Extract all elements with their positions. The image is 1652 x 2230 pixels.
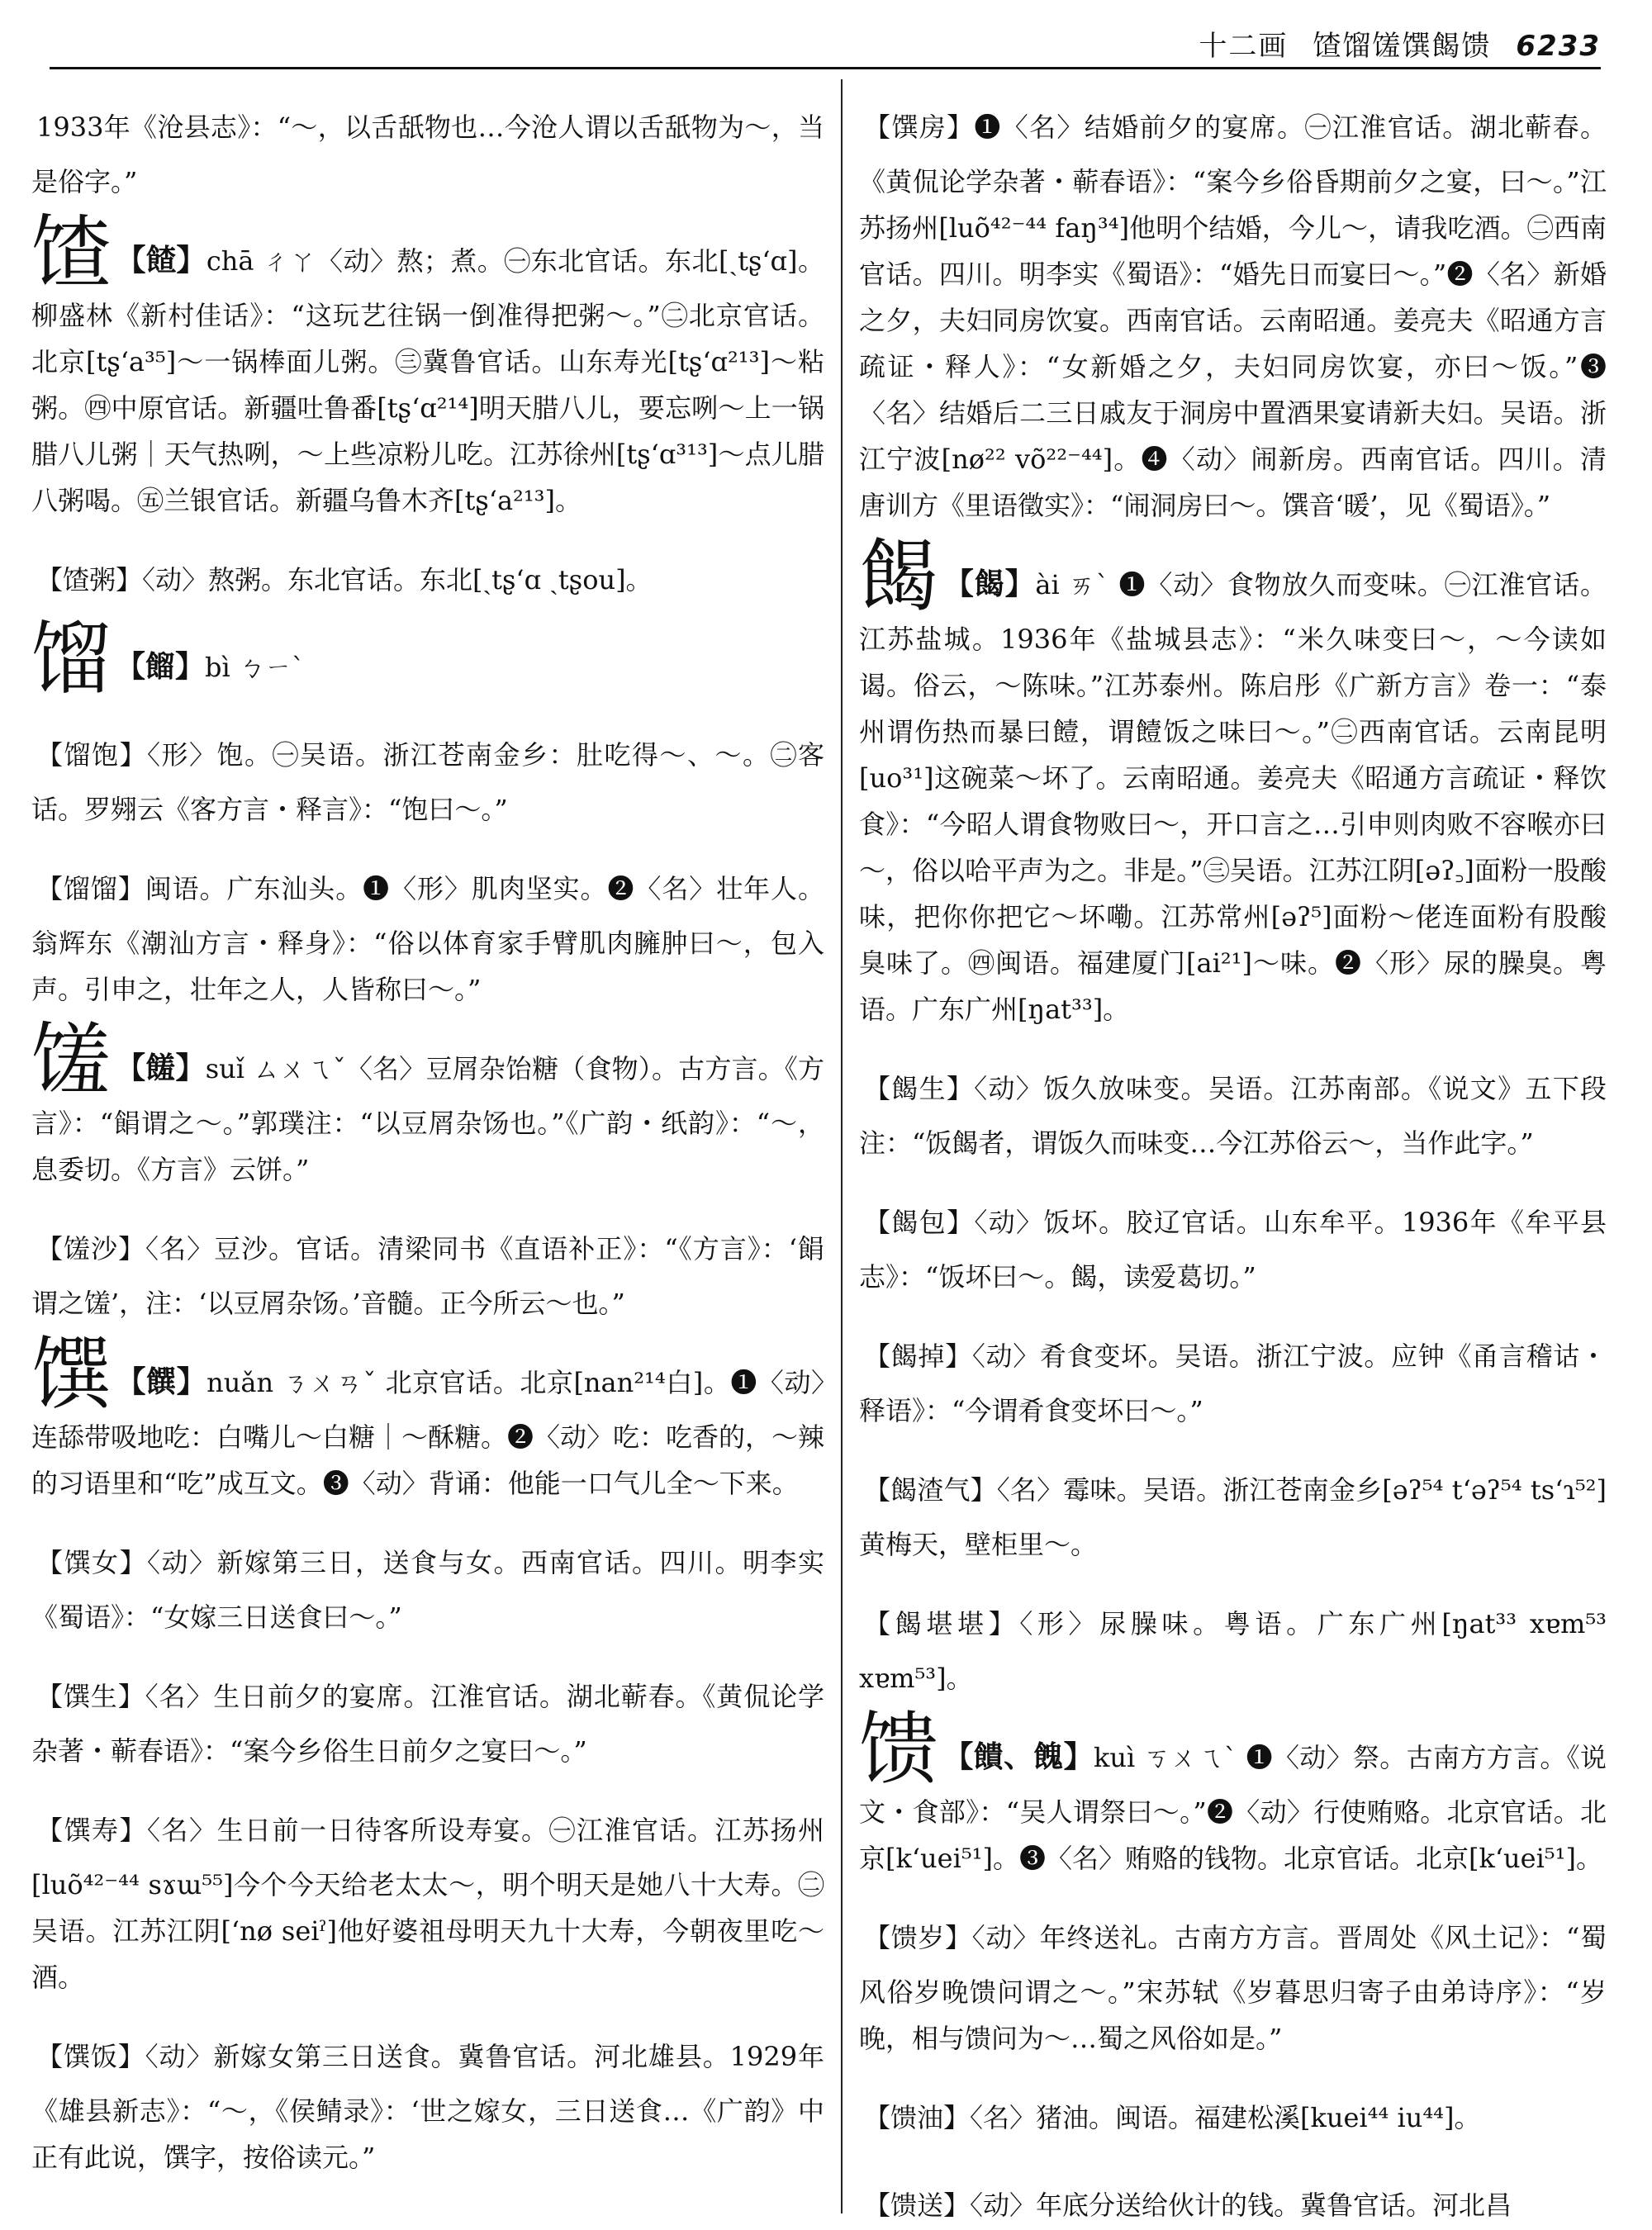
entry-text: 【馔饭】〈动〉新嫁女第三日送食。冀鲁官话。河北雄县。1929年《雄县新志》：“～，《侯鲭录》：‘世之嫁女，三日送食…《广韵》中正有此说，馔字，按俗读元。” (31, 2041, 824, 2173)
traditional-form: 【饈】 (116, 1051, 206, 1085)
entry-text: 【餲堪堪】〈形〉尿臊味。粤语。广东广州[ŋat³³ xɐm⁵³ xɐm⁵³]。 (859, 1608, 1607, 1694)
entry-block (859, 79, 1607, 529)
entry-text: 【馔女】〈动〉新嫁第三日，送食与女。西南官话。四川。明李实《蜀语》：“女嫁三日送食曰～。” (31, 1547, 824, 1633)
entry-text: 【馏馏】闽语。广东汕头。❶〈形〉肌肉坚实。❷〈名〉壮年人。翁辉东《潮汕方言・释身》：“俗以体育家手臂肌肉臃肿曰～，包入声。引申之，壮年之人，人皆称曰～。” (31, 873, 824, 1005)
entry-block (31, 532, 824, 611)
column-divider (841, 79, 843, 2213)
entry-block (31, 1201, 824, 1326)
entry-text: 【馔房】❶〈名〉结婚前夕的宴席。㊀江淮官话。湖北蕲春。《黄侃论学杂著・蕲春语》：“案今乡俗昏期前夕之宴，曰～。”江苏扬州[luõ⁴²⁻⁴⁴ faŋ³⁴]他明个结婚，今儿～，请我吃酒。㊁西南官话。四川。明李实《蜀语》：“婚先日而宴曰～。”❷〈名〉新婚之夕，夫妇同房饮宴。西南官话。云南昭通。姜亮夫《昭通方言疏证・释人》：“女新婚之夕，夫妇同房饮宴，亦曰～饭。”❸〈名〉结婚后二三日戚友于洞房中置酒果宴请新夫妇。吴语。浙江宁波[nø²² võ²²⁻⁴⁴]。❹〈动〉闹新房。西南官话。四川。清唐训方《里语徵实》：“闹洞房曰～。馔音‘暖’，见《蜀语》。” (859, 112, 1607, 521)
headword: 馏 (31, 613, 111, 705)
entry-block (31, 1328, 824, 1506)
entry-text: kuì ㄎㄨㄟˋ ❶〈动〉祭。古南方方言。《说文・食部》：“吴人谓祭曰～。”❷〈动〉行使贿赂。北京官话。北京[kʻuei⁵¹]。❸〈名〉贿赂的钱物。北京官话。北京[kʻuei⁵¹]。 (859, 1742, 1607, 1874)
entry-text: 【馐沙】〈名〉豆沙。官话。清梁同书《直语补正》：“《方言》：‘䬼谓之馐’，注：‘以豆屑杂饧。’音髓。正今所云～也。” (31, 1233, 824, 1319)
header-section: 十二画 (1199, 30, 1289, 63)
header-text (1199, 23, 1601, 64)
entry-text: 【餲生】〈动〉饭久放味变。吴语。江苏南部。《说文》五下段注：“饭餲者，谓饭久而味变…今江苏俗云～，当作此字。” (859, 1073, 1607, 1159)
entry-text: ài ㄞˋ ❶〈动〉食物放久而变味。㊀江淮官话。江苏盐城。1936年《盐城县志》：“米久味变曰～，～今读如谒。俗云，～陈味。”江苏泰州。陈启彤《广新方言》卷一：“泰州谓伤热而暴曰饐，谓饐饭之味曰～。”㊁西南官话。云南昆明[uo³¹]这碗菜～坏了。云南昭通。姜亮夫《昭通方言疏证・释饮食》：“今昭人谓食物败曰～，开口言之…引申则肉败不容喉亦曰～，俗以哈平声为之。非是。”㊂吴语。江苏江阴[əʔ꜆]面粉一股酸味，把你你把它～坏嘞。江苏常州[əʔ⁵]面粉～佬连面粉有股酸臭味了。㊃闽语。福建厦门[ai²¹]～味。❷〈形〉尿的臊臭。粤语。广东广州[ŋat³³]。 (859, 569, 1607, 1025)
entry-text: bì ㄅㄧˋ (205, 652, 305, 683)
entry-text: 【馏饱】〈形〉饱。㊀吴语。浙江苍南金乡：肚吃得～、～。㊁客话。罗翙云《客方言・释言》：“饱曰～。” (31, 739, 824, 825)
right-column (859, 79, 1607, 2220)
entry-text: 【馈油】〈名〉猪油。闽语。福建松溪[kuei⁴⁴ iu⁴⁴]。 (864, 2102, 1481, 2133)
entry-text: 【馔生】〈名〉生日前夕的宴席。江淮官话。湖北蕲春。《黄侃论学杂著・蕲春语》：“案今乡俗生日前夕之宴曰～。” (31, 1681, 824, 1767)
headword: 餲 (859, 530, 939, 623)
left-column (31, 79, 824, 2220)
entry-block (859, 1890, 1607, 2062)
traditional-form: 【餲】 (943, 567, 1036, 601)
traditional-form: 【饌】 (116, 1364, 207, 1399)
entry-block (31, 707, 824, 833)
entry-text: nuǎn ㄋㄨㄢˇ 北京官话。北京[nan²¹⁴白]。❶〈动〉连舔带吸地吃：白嘴儿～白糖｜～酥糖。❷〈动〉吃：吃香的，～辣的习语里和“吃”成互文。❸〈动〉背诵：他能一口气儿全～下来。 (31, 1367, 824, 1499)
entry-block (859, 2157, 1607, 2220)
entry-block (859, 1174, 1607, 1300)
entry-block (859, 1703, 1607, 1881)
entry-text: 【餲渣气】〈名〉霉味。吴语。浙江苍南金乡[əʔ⁵⁴ tʻəʔ⁵⁴ tsʻɿ⁵²]黄梅天，壁柜里～。 (859, 1474, 1607, 1560)
entry-block (31, 1515, 824, 1640)
headword: 馇 (31, 206, 112, 299)
entry-text: 1933年《沧县志》：“～，以舌舐物也…今沧人谓以舌舐物为～，当是俗字。” (31, 112, 824, 197)
entry-text: suǐ ㄙㄨㄟˇ〈名〉豆屑杂饴糖（食物）。古方言。《方言》：“䬼谓之～。”郭璞注：“以豆屑杂饧也。”《广韵・纸韵》：“～，息委切。《方言》云饼。” (31, 1053, 824, 1185)
page-header (50, 18, 1601, 69)
entry-text: chā ㄔㄚ〈动〉熬；煮。㊀东北官话。东北[ˏtʂʻɑ]。柳盛林《新村佳话》：“这玩艺往锅一倒准得把粥～。”㊁北京官话。北京[tʂʻa³⁵]～一锅棒面儿粥。㊂冀鲁官话。山东寿光[tʂʻɑ²¹³]～粘粥。㊃中原官话。新疆吐鲁番[tʂʻɑ²¹⁴]明天腊八儿，要忘咧～上一锅腊八儿粥｜天气热咧，～上些凉粉儿吃。江苏徐州[tʂʻɑ³¹³]～点儿腊八粥喝。㊄兰银官话。新疆乌鲁木齐[tʂʻa²¹³]。 (31, 245, 824, 516)
entry-block (859, 2070, 1607, 2149)
headword: 馈 (859, 1703, 939, 1796)
entry-text: 【馇粥】〈动〉熬粥。东北官话。东北[ˏtʂʻɑ ˏtʂou]。 (36, 564, 653, 595)
entry-block (859, 1576, 1607, 1701)
entry-block (859, 1442, 1607, 1568)
entry-text: 【馈岁】〈动〉年终送礼。古南方方言。晋周处《风土记》：“蜀风俗岁晚馈问谓之～。”宋苏轼《岁暮思归寄子由弟诗序》：“岁晚，相与馈问为～…蜀之风俗如是。” (859, 1922, 1607, 2054)
entry-block (31, 1649, 824, 1774)
entry-block (31, 1014, 824, 1193)
entry-block (31, 79, 824, 205)
entry-text: 【餲包】〈动〉饭坏。胶辽官话。山东牟平。1936年《牟平县志》：“饭坏曰～。餲，读爱葛切。” (859, 1207, 1607, 1293)
headword: 馔 (31, 1328, 112, 1421)
entry-text: 【餲掉】〈动〉肴食变坏。吴语。浙江宁波。应钟《甬言稽诂・释语》：“今谓肴食变坏曰～。” (859, 1340, 1607, 1426)
traditional-form: 【餷】 (116, 243, 206, 278)
entry-text: 【馈送】〈动〉年底分送给伙计的钱。冀鲁官话。河北昌 (864, 2190, 1512, 2220)
headword: 馐 (31, 1014, 112, 1107)
entry-block (31, 613, 824, 705)
traditional-form: 【餾】 (116, 649, 206, 684)
entry-block (859, 1041, 1607, 1166)
entry-text: 【馔寿】〈名〉生日前一日待客所设寿宴。㊀江淮官话。江苏扬州[luõ⁴²⁻⁴⁴ sɤɯ⁵⁵]今个今天给老太太～，明个明天是她八十大寿。㊁吴语。江苏江阴[ʻnø seiˀ]他好婆祖母明天九十大寿，今朝夜里吃～酒。 (31, 1815, 824, 1993)
traditional-form: 【饋、餽】 (943, 1739, 1094, 1774)
entry-block (859, 530, 1607, 1032)
entry-block (859, 1308, 1607, 1434)
entry-block (31, 2009, 824, 2180)
entry-block (31, 206, 824, 524)
entry-block (31, 1782, 824, 2000)
entry-block (31, 841, 824, 1013)
page-number: 6233 (1516, 30, 1601, 63)
header-chars: 馇馏馐馔餲馈 (1313, 30, 1492, 63)
header-rule (50, 67, 1601, 69)
